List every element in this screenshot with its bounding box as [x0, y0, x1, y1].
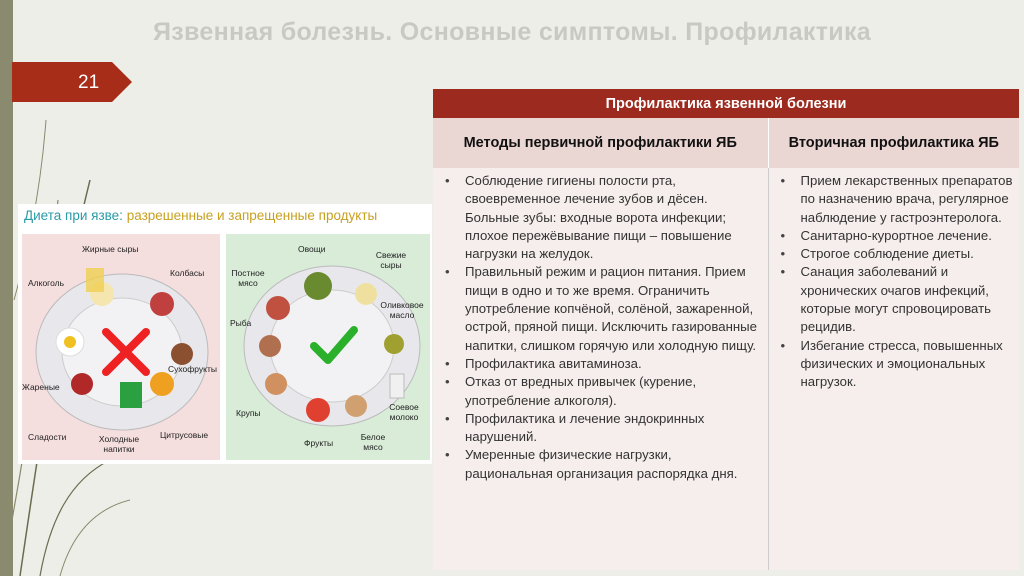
column-header-primary: Методы первичной профилактики ЯБ	[433, 118, 768, 168]
diet-illustration	[18, 204, 432, 464]
food-label-citrus: Цитрусовые	[160, 430, 209, 440]
food-label-dried-fruits: Сухофрукты	[168, 364, 217, 374]
list-item: • Прием лекарственных препаратов по назначению врача, регулярное наблюдение у гастроэнтеролога.	[775, 172, 1014, 227]
list-item: • Санитарно-курортное лечение.	[775, 227, 1014, 245]
food-label-white-meat: Белое мясо	[360, 432, 386, 452]
food-label-fruits: Фрукты	[304, 438, 334, 448]
list-item: • Правильный режим и рацион питания. Прием пищи в одно и то же время. Ограничить употребление копчёной, солёной, зажаренной, острой, пряной пищи. Исключить газированные напитки, слишком горячую или холодную пищу.	[439, 263, 762, 354]
list-item: • Профилактика авитаминоза.	[439, 355, 762, 373]
food-label-fish: Рыба	[230, 318, 252, 328]
secondary-prevention-cell	[768, 168, 1019, 570]
allowed-foods-area	[226, 234, 430, 460]
diet-title-part2: разрешенные и запрещенные продукты	[126, 208, 378, 223]
primary-prevention-cell	[433, 168, 768, 570]
list-item: • Строгое соблюдение диеты.	[775, 245, 1014, 263]
food-label-olive-oil: Оливковое масло	[380, 300, 424, 320]
list-item: • Умеренные физические нагрузки, рациональная организация распорядка дня.	[439, 446, 762, 483]
food-label-soy-milk: Соевое молоко	[389, 402, 419, 422]
diet-title-part1: Диета при язве:	[24, 208, 123, 223]
slide-number: 21	[78, 72, 100, 93]
list-item: • Санация заболеваний и хронических очагов инфекций, которые могут спровоцировать рецидив.	[775, 263, 1014, 336]
food-label-fried: Жареные	[22, 382, 60, 392]
diet-title	[24, 208, 377, 223]
food-label-fatty-cheese: Жирные сыры	[82, 244, 139, 254]
list-item: • Профилактика и лечение эндокринных нарушений.	[439, 410, 762, 447]
food-label-fresh-cheese: Свежие сыры	[375, 250, 407, 270]
forbidden-foods-area	[22, 234, 220, 460]
slide-number-tag	[12, 62, 132, 102]
list-item: • Отказ от вредных привычек (курение, употребление алкоголя).	[439, 373, 762, 410]
prevention-table	[433, 89, 1019, 563]
column-header-secondary: Вторичная профилактика ЯБ	[768, 118, 1019, 168]
list-item: • Избегание стресса, повышенных физических и эмоциональных нагрузок.	[775, 337, 1014, 392]
food-label-vegetables: Овощи	[298, 244, 326, 254]
primary-prevention-list	[439, 172, 762, 483]
table-title: Профилактика язвенной болезни	[433, 89, 1019, 118]
secondary-prevention-list	[775, 172, 1014, 392]
slide-title: Язвенная болезнь. Основные симптомы. Профилактика	[153, 18, 871, 46]
food-label-lean-meat: Постное мясо	[231, 268, 265, 288]
food-label-cold-drinks: Холодные напитки	[98, 434, 140, 454]
food-label-grains: Крупы	[236, 408, 261, 418]
food-label-sweets: Сладости	[28, 432, 67, 442]
food-label-sausages: Колбасы	[170, 268, 205, 278]
food-label-alcohol: Алкоголь	[28, 278, 65, 288]
list-item: • Соблюдение гигиены полости рта, своевременное лечение зубов и дёсен. Больные зубы: входные ворота инфекции; плохое пережёвывание пищи – повышение нагрузки на желудок.	[439, 172, 762, 263]
